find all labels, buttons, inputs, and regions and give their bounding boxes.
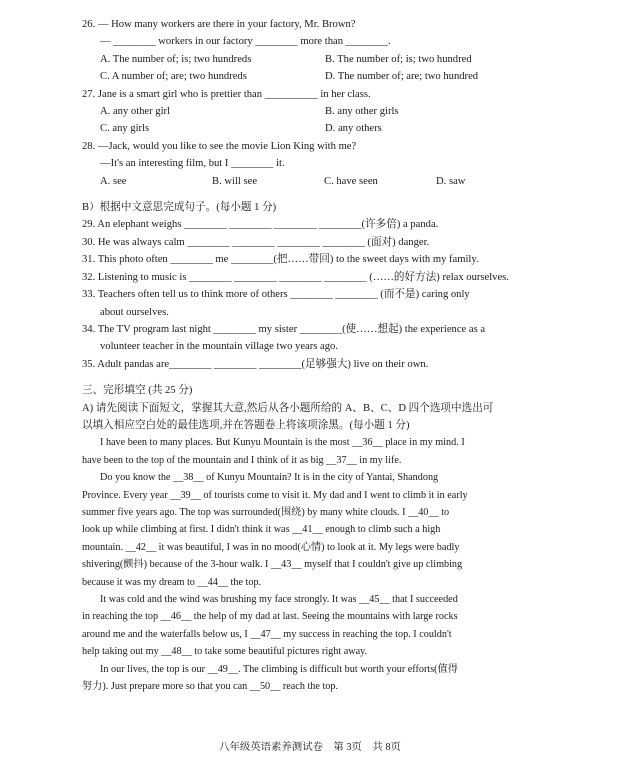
- passage-line: 努力). Just prepare more so that you can __50__ reach the top.: [82, 681, 339, 693]
- question-26: [82, 16, 580, 86]
- passage-line: have been to the top of the mountain and I think of it as big __37__ in my life.: [82, 454, 402, 466]
- passage-line: In our lives, the top is our __49__. The climbing is difficult but worth your efforts(值得: [100, 663, 458, 675]
- q26-options-row-1: [82, 51, 580, 68]
- q26-response: — ________ workers in our factory ________ more than ________.: [100, 36, 391, 48]
- q26-option-a[interactable]: A. The number of; is; two hundreds: [100, 53, 252, 65]
- q28-option-a[interactable]: A. see: [100, 175, 127, 187]
- q28-option-c[interactable]: C. have seen: [324, 175, 378, 187]
- q28-response: —It's an interesting film, but I ________ it.: [100, 158, 285, 170]
- passage-line: shivering(颤抖) because of the 3-hour walk. I __43__ myself that I couldn't give up climbing: [82, 559, 463, 571]
- section-b: [82, 199, 580, 373]
- passage-line: Do you know the __38__ of Kunyu Mountain? It is in the city of Yantai, Shandong: [100, 472, 439, 484]
- q27-options-row-2: [82, 120, 580, 137]
- section-cloze: [82, 382, 580, 695]
- q26-option-d[interactable]: D. The number of; are; two hundred: [325, 71, 479, 83]
- sentence-33-cont: about ourselves.: [100, 306, 169, 318]
- passage-line: summer five years ago. The top was surrounded(围绕) by many white clouds. I __40__ to: [82, 506, 450, 518]
- q28-options: [82, 173, 580, 190]
- sentence-35: 35. Adult pandas are________ ________ ________(足够强大) live on their own.: [82, 358, 429, 370]
- passage-paragraph-2: [82, 469, 580, 591]
- section-3-title: 三、完形填空 (共 25 分): [82, 385, 193, 397]
- q26-stem: 26. — How many workers are there in your factory, Mr. Brown?: [82, 19, 356, 30]
- instruction-line-2: 以填入相应空白处的最佳选项,并在答题卷上将该项涂黑。(每小题 1 分): [82, 419, 410, 431]
- q26-option-c[interactable]: C. A number of; are; two hundreds: [100, 71, 247, 83]
- q27-options-row-1: [82, 103, 580, 120]
- passage-line: look up while climbing at first. I didn't think it was __41__ enough to climb such a high: [82, 524, 441, 536]
- q26-options-row-2: [82, 68, 580, 85]
- instruction-line-1: A) 请先阅读下面短文，掌握其大意,然后从各小题所给的 A、B、C、D 四个选项中选出可: [82, 402, 494, 414]
- q28-stem: 28. —Jack, would you like to see the movie Lion King with me?: [82, 140, 357, 152]
- q28-option-d[interactable]: D. saw: [436, 175, 466, 187]
- q26-option-b[interactable]: B. The number of; is; two hundred: [325, 53, 472, 65]
- q27-option-a[interactable]: A. any other girl: [100, 106, 171, 118]
- sentence-29: 29. An elephant weighs ________ ________ ________ ________(许多倍) a panda.: [82, 219, 439, 231]
- q28-option-b[interactable]: B. will see: [212, 175, 258, 187]
- passage-paragraph-1: [82, 434, 580, 469]
- section-b-title: B）根据中文意思完成句子。(每小题 1 分): [82, 202, 277, 214]
- q27-option-c[interactable]: C. any girls: [100, 123, 150, 135]
- sentence-34: 34. The TV program last night ________ my sister ________(使……想起) the experience as a: [82, 323, 486, 335]
- question-28: [82, 138, 580, 190]
- passage-line: It was cold and the wind was brushing my face strongly. It was __45__ that I succeeded: [100, 594, 458, 605]
- passage-line: because it was my dream to __44__ the top.: [82, 576, 262, 588]
- sentence-34-cont: volunteer teacher in the mountain village two years ago.: [100, 341, 338, 353]
- passage-paragraph-3: [82, 591, 580, 661]
- passage-line: around me and the waterfalls below us, I __47__ my success in reaching the top. I couldn't: [82, 628, 452, 640]
- passage-line: Province. Every year __39__ of tourists come to visit it. My dad and I went to climb it in early: [82, 489, 468, 501]
- question-27: [82, 86, 580, 138]
- sentence-32: 32. Listening to music is ________ ________ ________ ________ (……的好方法) relax ourselves.: [82, 271, 509, 283]
- page-footer: 八年级英语素养测试卷 第 3页 共 8页: [219, 742, 401, 753]
- q27-stem: 27. Jane is a smart girl who is prettier than __________ in her class.: [82, 88, 371, 100]
- passage-line: help taking out my __48__ to take some beautiful pictures right away.: [82, 646, 368, 658]
- passage-line: mountain. __42__ it was beautiful, I was in no mood(心情) to look at it. My legs were badly: [82, 541, 460, 553]
- q27-option-b[interactable]: B. any other girls: [325, 106, 399, 118]
- sentence-33: 33. Teachers often tell us to think more of others ________ ________ (而不是) caring only: [82, 289, 470, 301]
- sentence-30: 30. He was always calm ________ ________ ________ ________ (面对) danger.: [82, 236, 430, 248]
- q27-option-d[interactable]: D. any others: [325, 123, 382, 135]
- passage-line: I have been to many places. But Kunyu Mountain is the most __36__ place in my mind. I: [100, 437, 465, 449]
- passage-paragraph-4: [82, 661, 580, 696]
- sentence-31: 31. This photo often ________ me ________(把……带回) to the sweet days with my family.: [82, 254, 479, 266]
- passage-line: in reaching the top __46__ the help of my dad at last. Seeing the mountains with large rocks: [82, 611, 458, 623]
